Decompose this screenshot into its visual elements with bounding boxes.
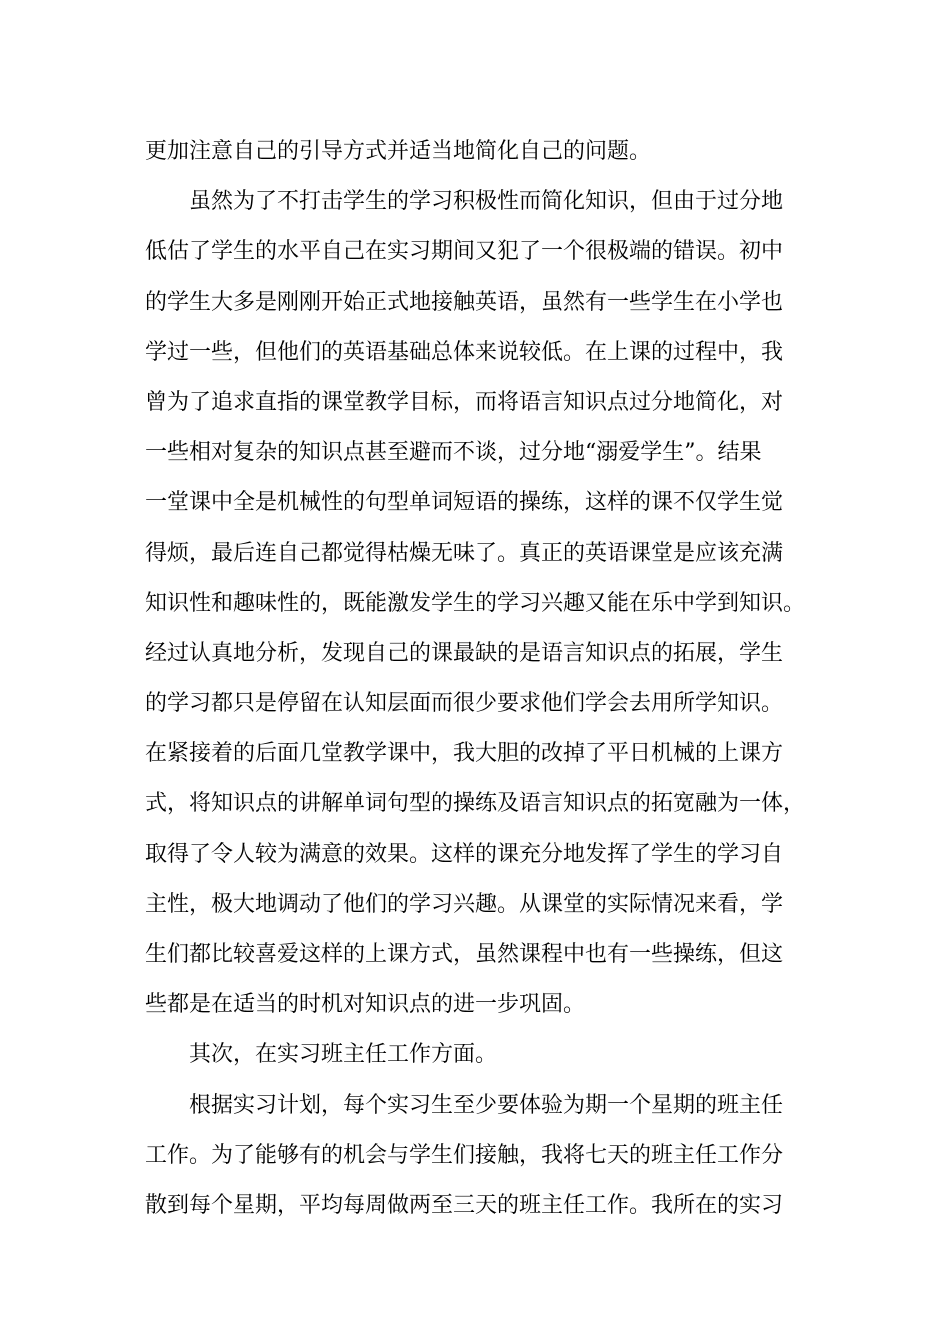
text-line: 一些相对复杂的知识点甚至避而不谈，过分地“溺爱学生”。结果 bbox=[145, 440, 762, 466]
text-line: 其次，在实习班主任工作方面。 bbox=[189, 1042, 498, 1068]
text-line: 虽然为了不打击学生的学习积极性而简化知识，但由于过分地 bbox=[189, 189, 784, 215]
text-line: 得烦，最后连自己都觉得枯燥无味了。真正的英语课堂是应该充满 bbox=[145, 540, 784, 566]
text-line: 散到每个星期，平均每周做两至三天的班主任工作。我所在的实习 bbox=[145, 1192, 784, 1218]
text-line: 一堂课中全是机械性的句型单词短语的操练，这样的课不仅学生觉 bbox=[145, 490, 784, 516]
text-line: 经过认真地分析，发现自己的课最缺的是语言知识点的拓展，学生 bbox=[145, 640, 784, 666]
text-line: 的学生大多是刚刚开始正式地接触英语，虽然有一些学生在小学也 bbox=[145, 289, 784, 315]
text-line: 低估了学生的水平自己在实习期间又犯了一个很极端的错误。初中 bbox=[145, 239, 784, 265]
text-line: 根据实习计划，每个实习生至少要体验为期一个星期的班主任 bbox=[189, 1092, 784, 1118]
text-line: 生们都比较喜爱这样的上课方式，虽然课程中也有一些操练，但这 bbox=[145, 942, 784, 967]
text-line: 学过一些，但他们的英语基础总体来说较低。在上课的过程中，我 bbox=[145, 339, 784, 365]
text-line: 主性，极大地调动了他们的学习兴趣。从课堂的实际情况来看，学 bbox=[145, 891, 784, 917]
text-line: 曾为了追求直指的课堂教学目标，而将语言知识点过分地简化，对 bbox=[145, 389, 784, 415]
text-line: 在紧接着的后面几堂教学课中，我大胆的改掉了平日机械的上课方 bbox=[145, 741, 784, 767]
text-line: 工作。为了能够有的机会与学生们接触，我将七天的班主任工作分 bbox=[145, 1142, 784, 1168]
text-line: 取得了令人较为满意的效果。这样的课充分地发挥了学生的学习自 bbox=[145, 841, 784, 867]
text-line: 更加注意自己的引导方式并适当地简化自己的问题。 bbox=[145, 139, 652, 164]
text-line: 式，将知识点的讲解单词句型的操练及语言知识点的拓宽融为一体， bbox=[145, 791, 806, 817]
body-text bbox=[145, 127, 815, 1231]
text-line: 的学习都只是停留在认知层面而很少要求他们学会去用所学知识。 bbox=[145, 691, 784, 717]
text-line: 知识性和趣味性的，既能激发学生的学习兴趣又能在乐中学到知识。 bbox=[145, 590, 806, 616]
text-line: 些都是在适当的时机对知识点的进一步巩固。 bbox=[145, 992, 586, 1018]
